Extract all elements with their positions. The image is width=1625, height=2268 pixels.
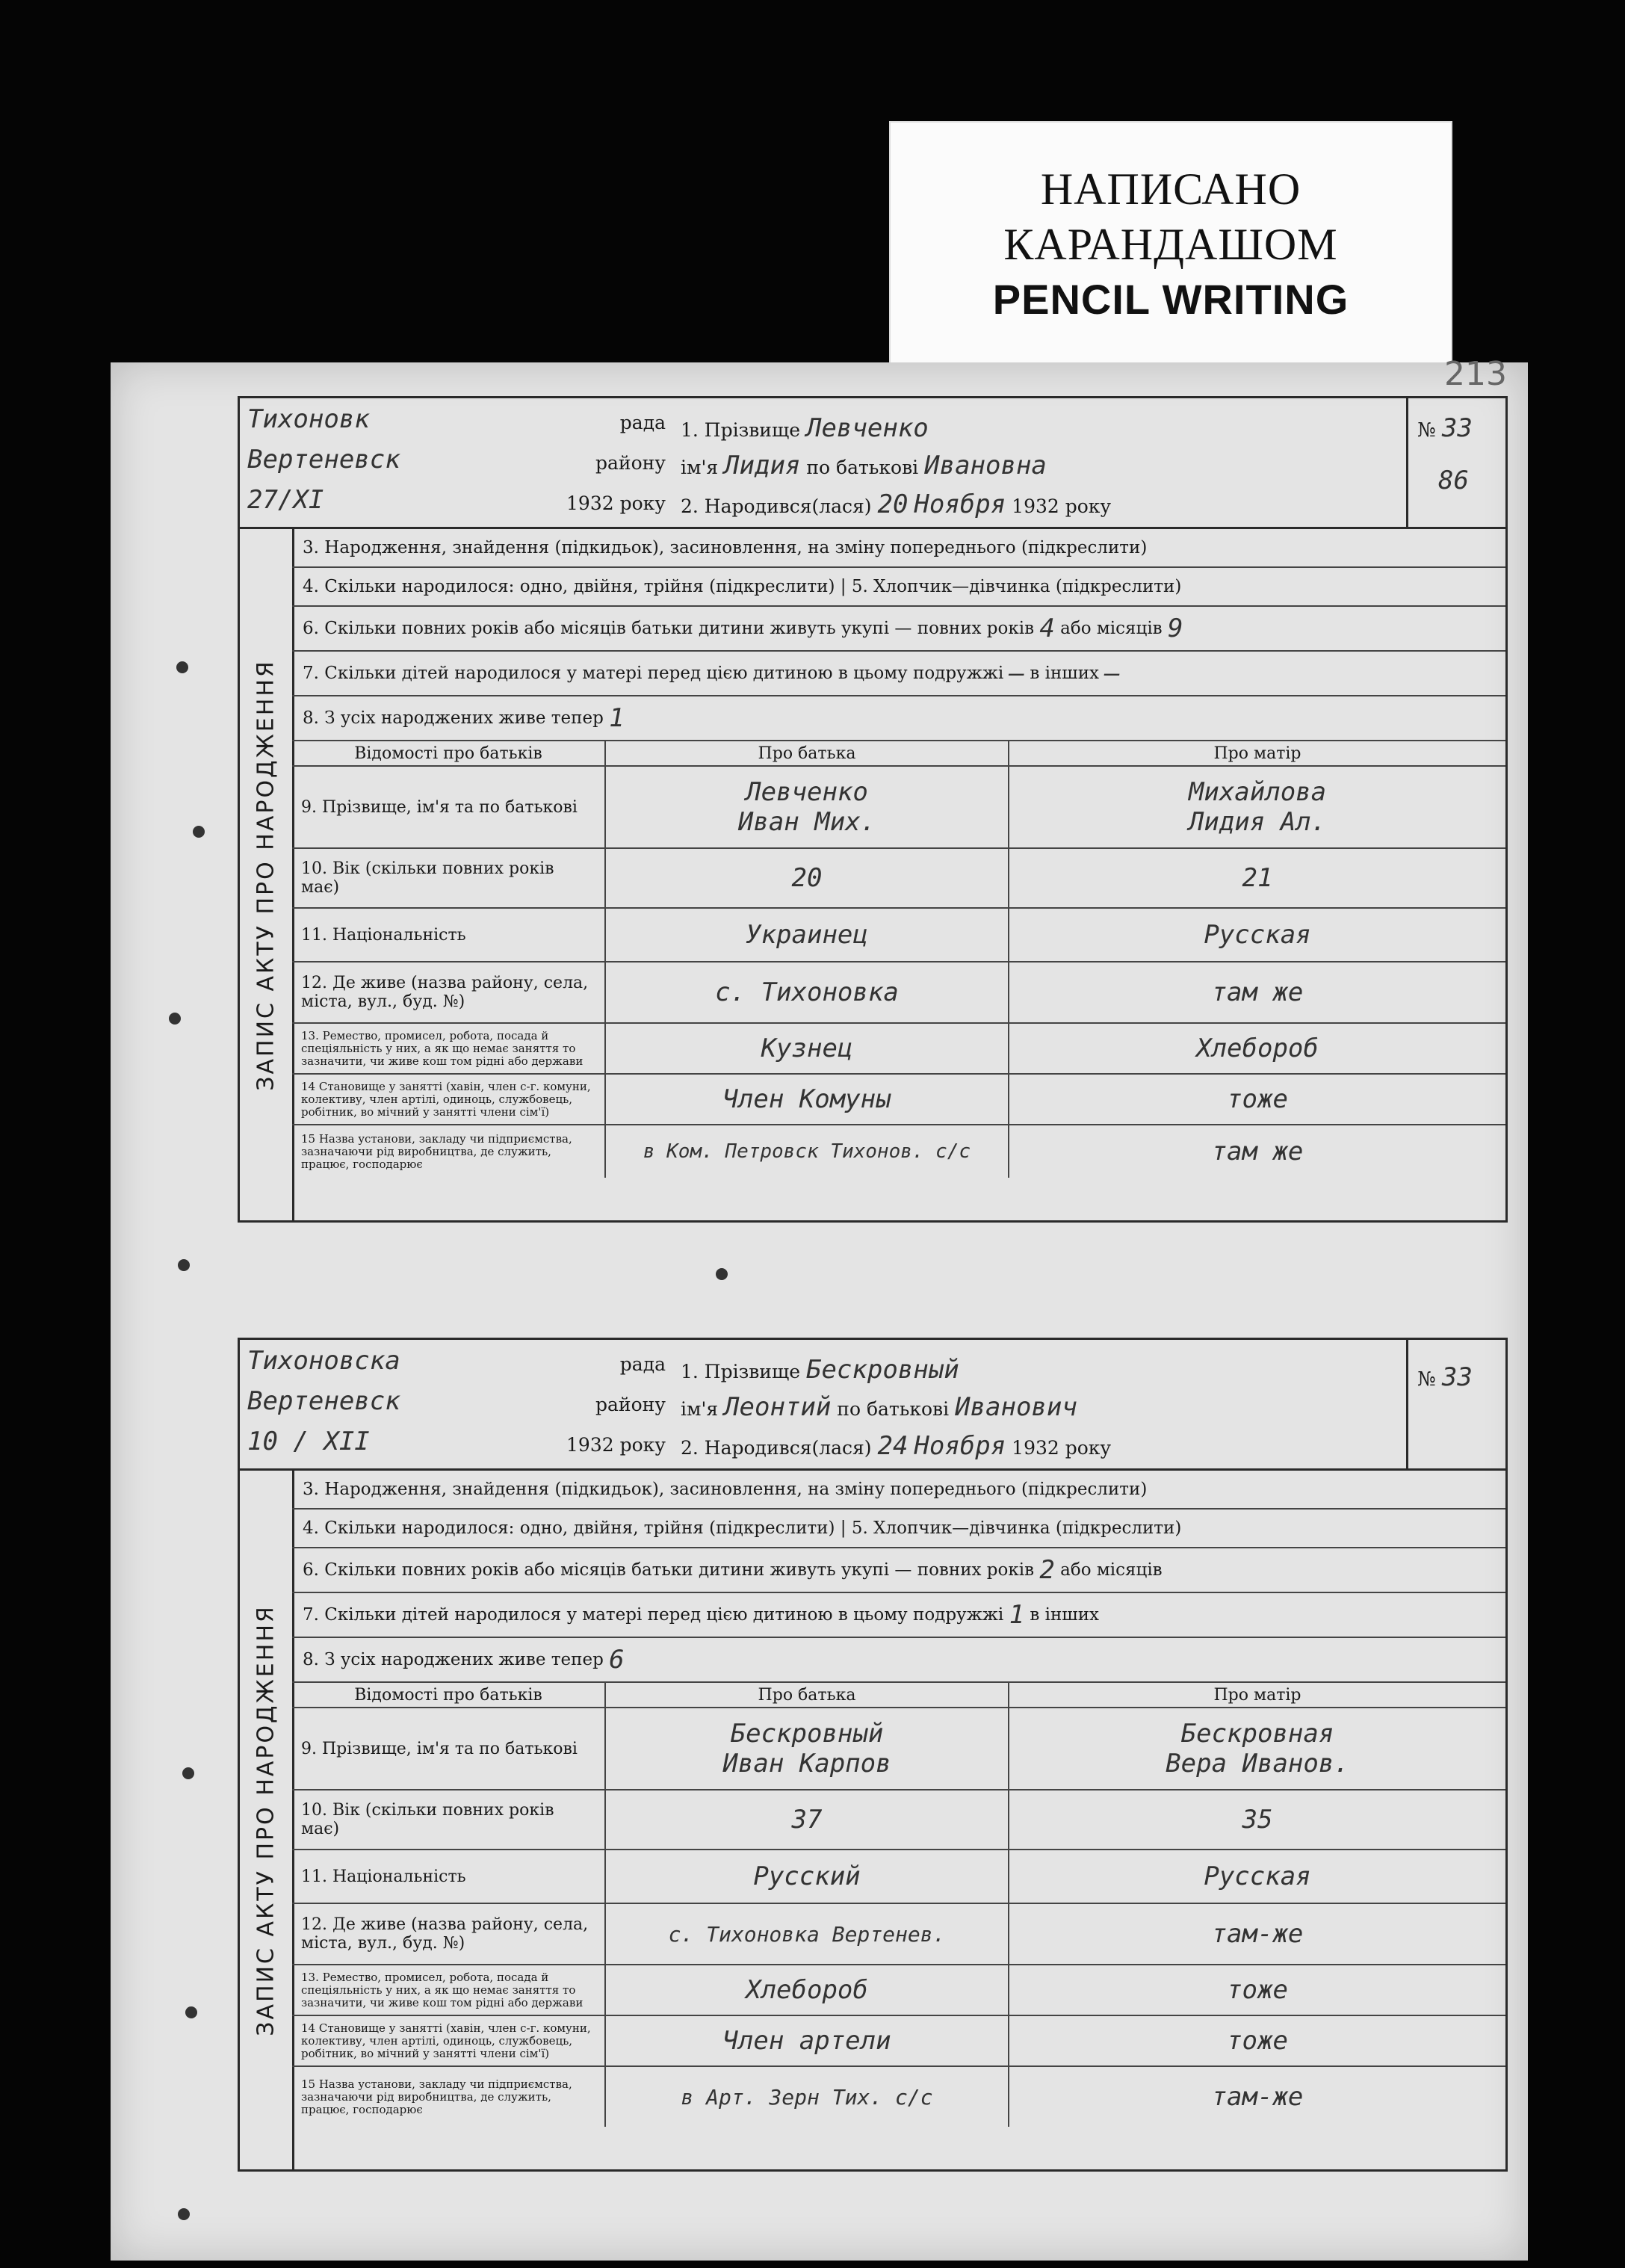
year-value: 2 [601,1434,614,1456]
record-number-2: 86 [1438,466,1469,495]
label-line3: PENCIL WRITING [992,275,1349,323]
record-number-box [1406,1340,1505,1471]
patronymic-value: Ивановна [924,451,1047,481]
binding-hole [178,2208,190,2220]
parents-table [292,1683,1505,2127]
father-status: Член артели [606,2016,1009,2067]
father-surname: Бескровный [730,1719,884,1749]
row-q3 [292,529,1505,568]
mother-name [1009,1708,1505,1790]
mother-name [1009,767,1505,849]
row13-label: 13. Ремество, промисел, робота, посада й спеціяльність у них, а як що немає заняття то зазначити, чи живе кош том рідні або держави [292,1965,606,2016]
record-body [238,1468,1508,2172]
name-label: ім'я [681,1398,719,1420]
name-label: ім'я [681,457,719,478]
mother-surname: Бескровная [1180,1719,1334,1749]
q5-text: 5. Хлопчик—дівчинка (підкреслити) [851,1518,1182,1538]
no-label: № [1417,1368,1436,1391]
rada-label: рада [619,1353,666,1375]
name-value: Лидия [724,451,801,481]
born-roku: року [1065,1437,1112,1459]
archive-page [111,355,1528,2261]
surname-label: 1. Прізвище [681,419,801,441]
mother-given: Вера Иванов. [1166,1749,1349,1779]
row-q7 [292,652,1505,696]
born-day: 20 [877,489,909,519]
row-q4-q5: 4. Скільки народилося: одно, двійня, трійня (підкреслити) | 5. Хлопчик—дівчинка (підкреслити) [292,1510,1505,1548]
surname-label: 1. Прізвище [681,1361,801,1382]
mother-workplace: там-же [1211,2082,1304,2112]
row-q3 [292,1471,1505,1510]
row-q8 [292,1638,1505,1683]
row10-label: 10. Вік (скільки повних років має) [292,849,606,909]
record-number: 33 [1441,413,1473,443]
surname-value: Бескровный [805,1355,959,1385]
born-year: 2 [1047,495,1059,517]
row14-label: 14 Становище у занятті (хавін, член с-г. комуни, колективу, член артілі, одиноць, службовець, робітник, во мічний у занятті члени сім'ї) [292,2016,606,2067]
patronymic-label: по батькові [837,1398,950,1420]
year-label: 193 [566,1434,602,1456]
col-header-mother: Про матір [1009,1683,1505,1708]
q7-other: — [1104,658,1120,688]
mother-age: 35 [1009,1790,1505,1850]
father-age: 37 [606,1790,1009,1850]
row10-label: 10. Вік (скільки повних років має) [292,1790,606,1850]
q7-text: 7. Скільки дітей народилося у матері перед цією дитиною в цьому подружжі [303,664,1004,683]
q5-text: 5. Хлопчик—дівчинка (підкреслити) [851,577,1182,596]
row-q6 [292,607,1505,652]
father-given: Иван Карпов [722,1749,891,1779]
q7b-text: в інших [1030,1605,1099,1625]
q8-value: 1 [609,703,625,733]
label-line2: КАРАНДАШОМ [1003,219,1338,269]
row-q7 [292,1593,1505,1638]
q8-text: 8. З усіх народжених живе тепер [303,1650,604,1669]
name-value: Леонтий [724,1392,832,1422]
row14-label: 14 Становище у занятті (хавін, член с-г. комуни, колективу, член артілі, одиноць, службовець, робітник, во мічний у занятті члени сім'ї) [292,1075,606,1125]
q8-value: 6 [609,1645,625,1675]
rayon-label: району [595,1394,666,1415]
binding-hole [193,826,205,838]
q3-text: 3. Народження, знайдення (підкидьок), засиновлення, на зміну попереднього (підкреслити) [303,538,1148,557]
father-age: 20 [606,849,1009,909]
rada-label: рада [619,412,666,433]
row12-label: 12. Де живе (назва району, села, міста, вул., буд. №) [292,1904,606,1965]
row13-label: 13. Ремество, промисел, робота, посада й спеціяльність у них, а як що немає заняття то зазначити, чи живе кош том рідні або держави [292,1024,606,1075]
roku-label: року [619,492,666,514]
mother-workplace: там же [1211,1137,1304,1167]
parents-table [292,741,1505,1178]
q4-text: 4. Скільки народилося: одно, двійня, трійня (підкреслити) [303,1518,835,1538]
birth-record-1 [238,396,1508,1171]
row-q4-q5: 4. Скільки народилося: одно, двійня, трійня (підкреслити) | 5. Хлопчик—дівчинка (підкреслити) [292,568,1505,607]
date-value: 27/XI [247,485,324,515]
row15-label: 15 Назва установи, закладу чи підприємства, зазначаючи рід виробництва, де служить, працює, господарює [292,2067,606,2127]
binding-hole [176,661,188,673]
father-given: Иван Мих. [737,807,876,837]
q6-text: 6. Скільки повних років або місяців батьки дитини живуть укупі — повних років [303,1560,1035,1580]
col-header-info: Відомості про батьків [292,741,606,767]
mother-residence: там же [1009,962,1505,1024]
row9-label: 9. Прізвище, ім'я та по батькові [292,767,606,849]
father-workplace: в Ком. Петровск Тихонов. с/с [606,1125,1009,1178]
col-header-mother: Про матір [1009,741,1505,767]
col-header-info: Відомості про батьків [292,1683,606,1708]
surname-value: Левченко [805,413,929,443]
mother-surname: Михайлова [1188,777,1327,807]
mother-status: тоже [1009,2016,1505,2067]
rayon-label: району [595,452,666,474]
father-nationality: Русский [606,1850,1009,1904]
record-header [238,396,1508,529]
born-year-label: 193 [1012,1437,1047,1459]
mother-nationality: Русская [1009,1850,1505,1904]
year-label: 193 [566,492,602,514]
col-header-father: Про батька [606,741,1009,767]
no-label: № [1417,419,1436,442]
born-day: 24 [877,1431,909,1461]
born-roku: року [1065,495,1112,517]
q3-text: 3. Народження, знайдення (підкидьок), засиновлення, на зміну попереднього (підкреслити) [303,1480,1148,1499]
rayon-value: Вертеневск [247,1386,400,1416]
vertical-title [240,1471,294,2169]
birth-record-2 [238,1338,1508,2116]
pencil-writing-label [889,121,1452,367]
record-number-box [1406,398,1505,529]
mother-age: 21 [1009,849,1505,909]
rada-value: Тихоновк [247,404,370,434]
vertical-title-text: ЗАПИС АКТУ ПРО НАРОДЖЕННЯ [253,658,279,1091]
record-body [238,527,1508,1223]
mother-occupation: Хлебороб [1009,1024,1505,1075]
row11-label: 11. Національність [292,909,606,962]
roku-label: року [619,1434,666,1456]
col-header-father: Про батька [606,1683,1009,1708]
q7-text: 7. Скільки дітей народилося у матері перед цією дитиною в цьому подружжі [303,1605,1004,1625]
binding-hole [185,2006,197,2018]
vertical-title-text: ЗАПИС АКТУ ПРО НАРОДЖЕННЯ [253,1604,279,2036]
mother-given: Лидия Ал. [1188,807,1327,837]
q6b-text: або місяців [1060,619,1163,638]
born-year: 2 [1047,1437,1059,1459]
vertical-title [240,529,294,1220]
q6-months: 9 [1167,614,1183,643]
year-value: 2 [601,492,614,514]
father-nationality: Украинец [606,909,1009,962]
rada-value: Тихоновска [247,1346,400,1376]
rayon-value: Вертеневск [247,445,400,475]
mother-residence: там-же [1009,1904,1505,1965]
mother-nationality: Русская [1009,909,1505,962]
binding-hole [716,1268,728,1280]
label-line1: НАПИСАНО [1040,164,1301,214]
row-q8 [292,696,1505,741]
father-name [606,1708,1009,1790]
record-number: 33 [1441,1362,1473,1392]
patronymic-label: по батькові [806,457,919,478]
q6-text: 6. Скільки повних років або місяців батьки дитини живуть укупі — повних років [303,619,1035,638]
father-surname: Левченко [746,777,868,807]
mother-status: тоже [1009,1075,1505,1125]
patronymic-value: Иванович [955,1392,1077,1422]
q7-this: — [1009,658,1025,688]
father-occupation: Кузнец [606,1024,1009,1075]
q7b-text: в інших [1030,664,1099,683]
father-residence: с. Тихоновка [606,962,1009,1024]
father-residence: с. Тихоновка Вертенев. [606,1904,1009,1965]
q8-text: 8. З усіх народжених живе тепер [303,708,604,728]
row11-label: 11. Національність [292,1850,606,1904]
row12-label: 12. Де живе (назва району, села, міста, вул., буд. №) [292,962,606,1024]
row-q6 [292,1548,1505,1593]
q6-years: 4 [1039,614,1055,643]
born-month: Ноября [914,1431,1006,1461]
binding-hole [169,1013,181,1025]
binding-hole [182,1767,194,1779]
row15-label: 15 Назва установи, закладу чи підприємства, зазначаючи рід виробництва, де служить, працює, господарює [292,1125,606,1178]
q7-this: 1 [1009,1600,1025,1630]
father-workplace: в Арт. Зерн Тих. с/с [606,2067,1009,2127]
row9-label: 9. Прізвище, ім'я та по батькові [292,1708,606,1790]
father-status: Член Комуны [606,1075,1009,1125]
born-year-label: 193 [1012,495,1047,517]
q6-years: 2 [1039,1555,1055,1585]
mother-occupation: тоже [1009,1965,1505,2016]
record-header [238,1338,1508,1471]
page-number: 213 [1444,355,1507,393]
father-name [606,767,1009,849]
born-label: 2. Народився(лася) [681,495,872,517]
date-value: 10 / XII [247,1427,370,1456]
born-month: Ноября [914,489,1006,519]
binding-hole [178,1259,190,1271]
q4-text: 4. Скільки народилося: одно, двійня, трійня (підкреслити) [303,577,835,596]
q6b-text: або місяців [1060,1560,1163,1580]
born-label: 2. Народився(лася) [681,1437,872,1459]
father-occupation: Хлебороб [606,1965,1009,2016]
